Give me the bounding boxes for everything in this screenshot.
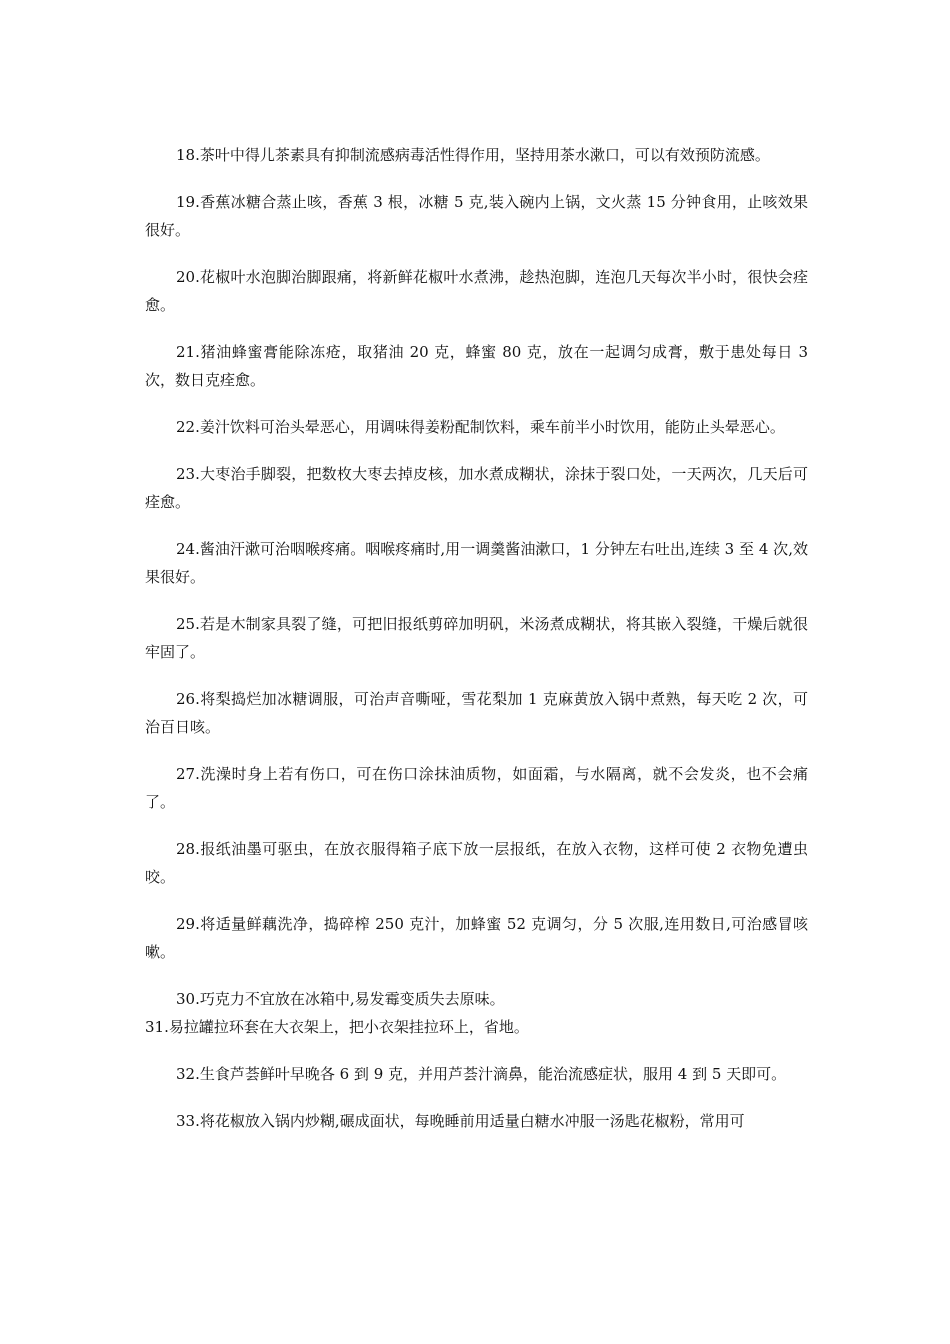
paragraph-22: 22.姜汁饮料可治头晕恶心，用调味得姜粉配制饮料，乘车前半小时饮用，能防止头晕恶心。 <box>176 418 785 436</box>
paragraph-31: 31.易拉罐拉环套在大衣架上，把小衣架挂拉环上，省地。 <box>145 1018 529 1036</box>
paragraph-24: 24.酱油汗漱可治咽喉疼痛。咽喉疼痛时,用一调羹酱油漱口，1 分钟左右吐出,连续 3 至 4 次,效果很好。 <box>145 540 808 586</box>
paragraph-30: 30.巧克力不宜放在冰箱中,易发霉变质失去原味。 <box>176 990 505 1008</box>
paragraph-19: 19.香蕉冰糖合蒸止咳，香蕉 3 根，冰糖 5 克,装入碗内上锅，文火蒸 15 分钟食用，止咳效果很好。 <box>145 193 808 239</box>
paragraph-28: 28.报纸油墨可驱虫，在放衣服得箱子底下放一层报纸，在放入衣物，这样可使 2 衣物免遭虫咬。 <box>145 840 808 886</box>
paragraph-26: 26.将梨捣烂加冰糖调服，可治声音嘶哑，雪花梨加 1 克麻黄放入锅中煮熟，每天吃 2 次，可治百日咳。 <box>145 690 808 736</box>
paragraph-27: 27.洗澡时身上若有伤口，可在伤口涂抹油质物，如面霜，与水隔离，就不会发炎，也不会痛了。 <box>145 765 808 811</box>
paragraph-29: 29.将适量鲜藕洗净，捣碎榨 250 克汁，加蜂蜜 52 克调匀，分 5 次服,连用数日,可治感冒咳嗽。 <box>145 915 808 961</box>
paragraph-20: 20.花椒叶水泡脚治脚跟痛，将新鲜花椒叶水煮沸，趁热泡脚，连泡几天每次半小时，很快会痊愈。 <box>145 268 808 314</box>
paragraph-23: 23.大枣治手脚裂，把数枚大枣去掉皮核，加水煮成糊状，涂抹于裂口处，一天两次，几天后可痊愈。 <box>145 465 808 511</box>
document-body <box>145 141 808 1135</box>
paragraph-18: 18.茶叶中得儿茶素具有抑制流感病毒活性得作用，坚持用茶水漱口，可以有效预防流感。 <box>176 146 770 164</box>
paragraph-25: 25.若是木制家具裂了缝，可把旧报纸剪碎加明矾，米汤煮成糊状，将其嵌入裂缝，干燥后就很牢固了。 <box>145 615 808 661</box>
paragraph-33: 33.将花椒放入锅内炒糊,碾成面状，每晚睡前用适量白糖水冲服一汤匙花椒粉，常用可 <box>176 1112 745 1130</box>
paragraph-32: 32.生食芦荟鲜叶早晚各 6 到 9 克，并用芦荟汁滴鼻，能治流感症状，服用 4 到 5 天即可。 <box>176 1065 787 1083</box>
paragraph-21: 21.猪油蜂蜜膏能除冻疮，取猪油 20 克，蜂蜜 80 克，放在一起调匀成膏，敷于患处每日 3 次，数日克痊愈。 <box>145 343 808 389</box>
